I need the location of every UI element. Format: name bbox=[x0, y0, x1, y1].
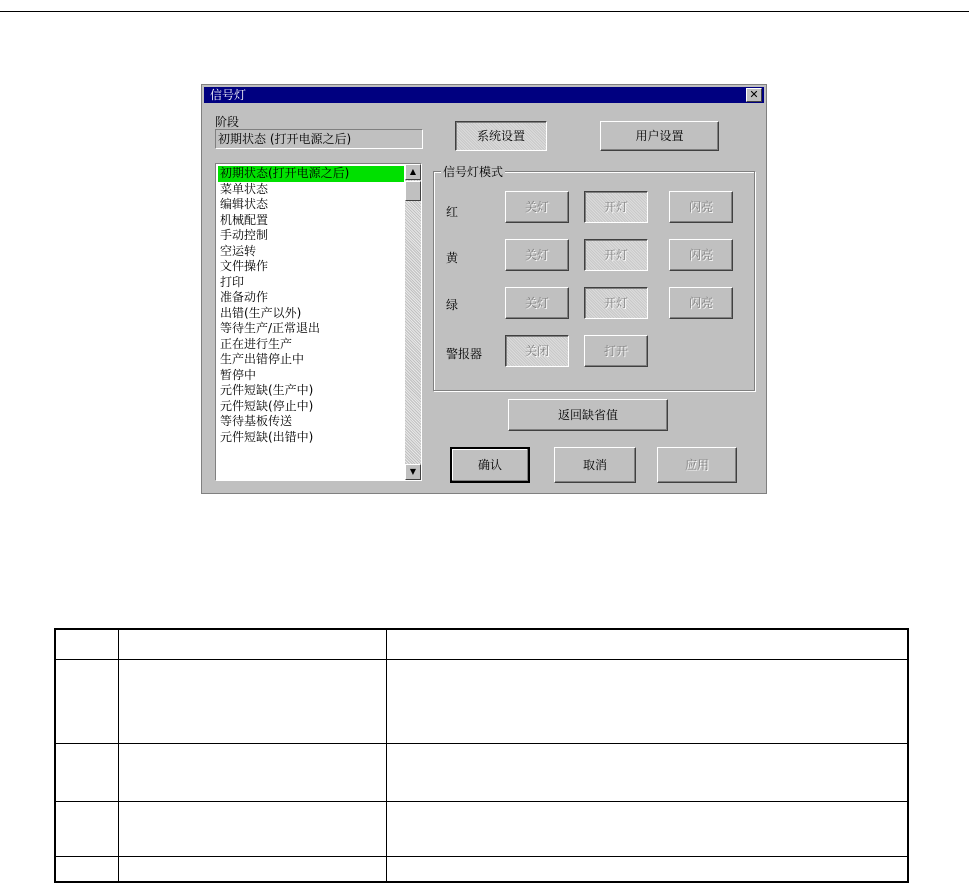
page-top-rule bbox=[0, 11, 969, 12]
stage-list[interactable] bbox=[215, 163, 422, 481]
table-header-cell bbox=[55, 629, 118, 659]
list-item[interactable]: 元件短缺(生产中) bbox=[220, 383, 314, 397]
table-cell bbox=[386, 801, 908, 856]
list-item[interactable]: 等待生产/正常退出 bbox=[220, 321, 321, 335]
table-cell bbox=[55, 801, 118, 856]
description-table bbox=[54, 628, 909, 883]
table-cell bbox=[386, 659, 908, 743]
red-label: 红 bbox=[446, 205, 459, 219]
green-off-button[interactable]: 关灯 bbox=[505, 287, 569, 319]
list-item[interactable]: 生产出错停止中 bbox=[220, 352, 305, 366]
table-cell bbox=[118, 659, 386, 743]
alarm-off-button[interactable]: 关闭 bbox=[505, 335, 569, 367]
restore-defaults-button[interactable]: 返回缺省值 bbox=[508, 399, 668, 431]
list-item[interactable]: 等待基板传送 bbox=[220, 414, 293, 428]
system-settings-button[interactable]: 系统设置 bbox=[455, 121, 547, 151]
green-blink-button[interactable]: 闪亮 bbox=[669, 287, 733, 319]
signal-mode-group-label: 信号灯模式 bbox=[443, 165, 504, 179]
table-cell bbox=[386, 743, 908, 801]
table-cell bbox=[55, 743, 118, 801]
user-settings-button[interactable]: 用户设置 bbox=[600, 121, 719, 151]
cancel-button[interactable]: 取消 bbox=[554, 447, 636, 483]
title-bar[interactable] bbox=[204, 87, 764, 103]
table-header-cell bbox=[118, 629, 386, 659]
stage-value: 初期状态 (打开电源之后) bbox=[215, 129, 423, 149]
ok-button[interactable]: 确认 bbox=[450, 447, 530, 483]
table-cell bbox=[118, 743, 386, 801]
yellow-off-button[interactable]: 关灯 bbox=[505, 239, 569, 271]
list-item[interactable]: 编辑状态 bbox=[220, 197, 269, 211]
table-header-row bbox=[55, 629, 908, 659]
table-cell bbox=[118, 801, 386, 856]
list-item[interactable]: 暂停中 bbox=[220, 367, 257, 382]
green-label: 绿 bbox=[446, 298, 459, 312]
list-item[interactable]: 初期状态(打开电源之后) bbox=[218, 166, 404, 182]
list-item[interactable]: 正在进行生产 bbox=[220, 336, 293, 351]
yellow-blink-button[interactable]: 闪亮 bbox=[669, 239, 733, 271]
yellow-on-button[interactable]: 开灯 bbox=[584, 239, 648, 271]
table-cell bbox=[386, 856, 908, 882]
alarm-on-button[interactable]: 打开 bbox=[584, 335, 648, 367]
close-icon[interactable]: ✕ bbox=[746, 88, 762, 102]
scroll-down-icon[interactable]: ▼ bbox=[405, 464, 421, 480]
red-on-button[interactable]: 开灯 bbox=[584, 191, 648, 223]
list-item[interactable]: 机械配置 bbox=[220, 212, 269, 227]
red-blink-button[interactable]: 闪亮 bbox=[669, 191, 733, 223]
dialog-title: 信号灯 bbox=[210, 88, 247, 102]
list-item[interactable]: 菜单状态 bbox=[220, 181, 269, 196]
table-row bbox=[55, 801, 908, 856]
red-off-button[interactable]: 关灯 bbox=[505, 191, 569, 223]
scroll-thumb[interactable] bbox=[405, 181, 421, 201]
list-item[interactable]: 出错(生产以外) bbox=[220, 305, 302, 320]
alarm-label: 警报器 bbox=[446, 347, 483, 361]
list-item[interactable]: 手动控制 bbox=[220, 228, 269, 242]
list-item[interactable]: 元件短缺(停止中) bbox=[220, 398, 314, 413]
table-cell bbox=[55, 856, 118, 882]
list-scrollbar[interactable] bbox=[405, 164, 421, 480]
table-row bbox=[55, 856, 908, 882]
table-cell bbox=[118, 856, 386, 882]
green-on-button[interactable]: 开灯 bbox=[584, 287, 648, 319]
table-header-cell bbox=[386, 629, 908, 659]
list-item[interactable]: 元件短缺(出错中) bbox=[220, 429, 314, 444]
list-item[interactable]: 准备动作 bbox=[220, 290, 269, 304]
stage-list-items bbox=[218, 166, 404, 445]
table-row bbox=[55, 659, 908, 743]
stage-label: 阶段 bbox=[215, 115, 240, 129]
apply-button[interactable]: 应用 bbox=[657, 447, 737, 483]
list-item[interactable]: 空运转 bbox=[220, 243, 257, 258]
scroll-up-icon[interactable]: ▲ bbox=[405, 164, 421, 180]
list-item[interactable]: 打印 bbox=[220, 274, 245, 289]
yellow-label: 黄 bbox=[446, 251, 459, 265]
list-item[interactable]: 文件操作 bbox=[220, 259, 269, 273]
table-cell bbox=[55, 659, 118, 743]
table-row bbox=[55, 743, 908, 801]
